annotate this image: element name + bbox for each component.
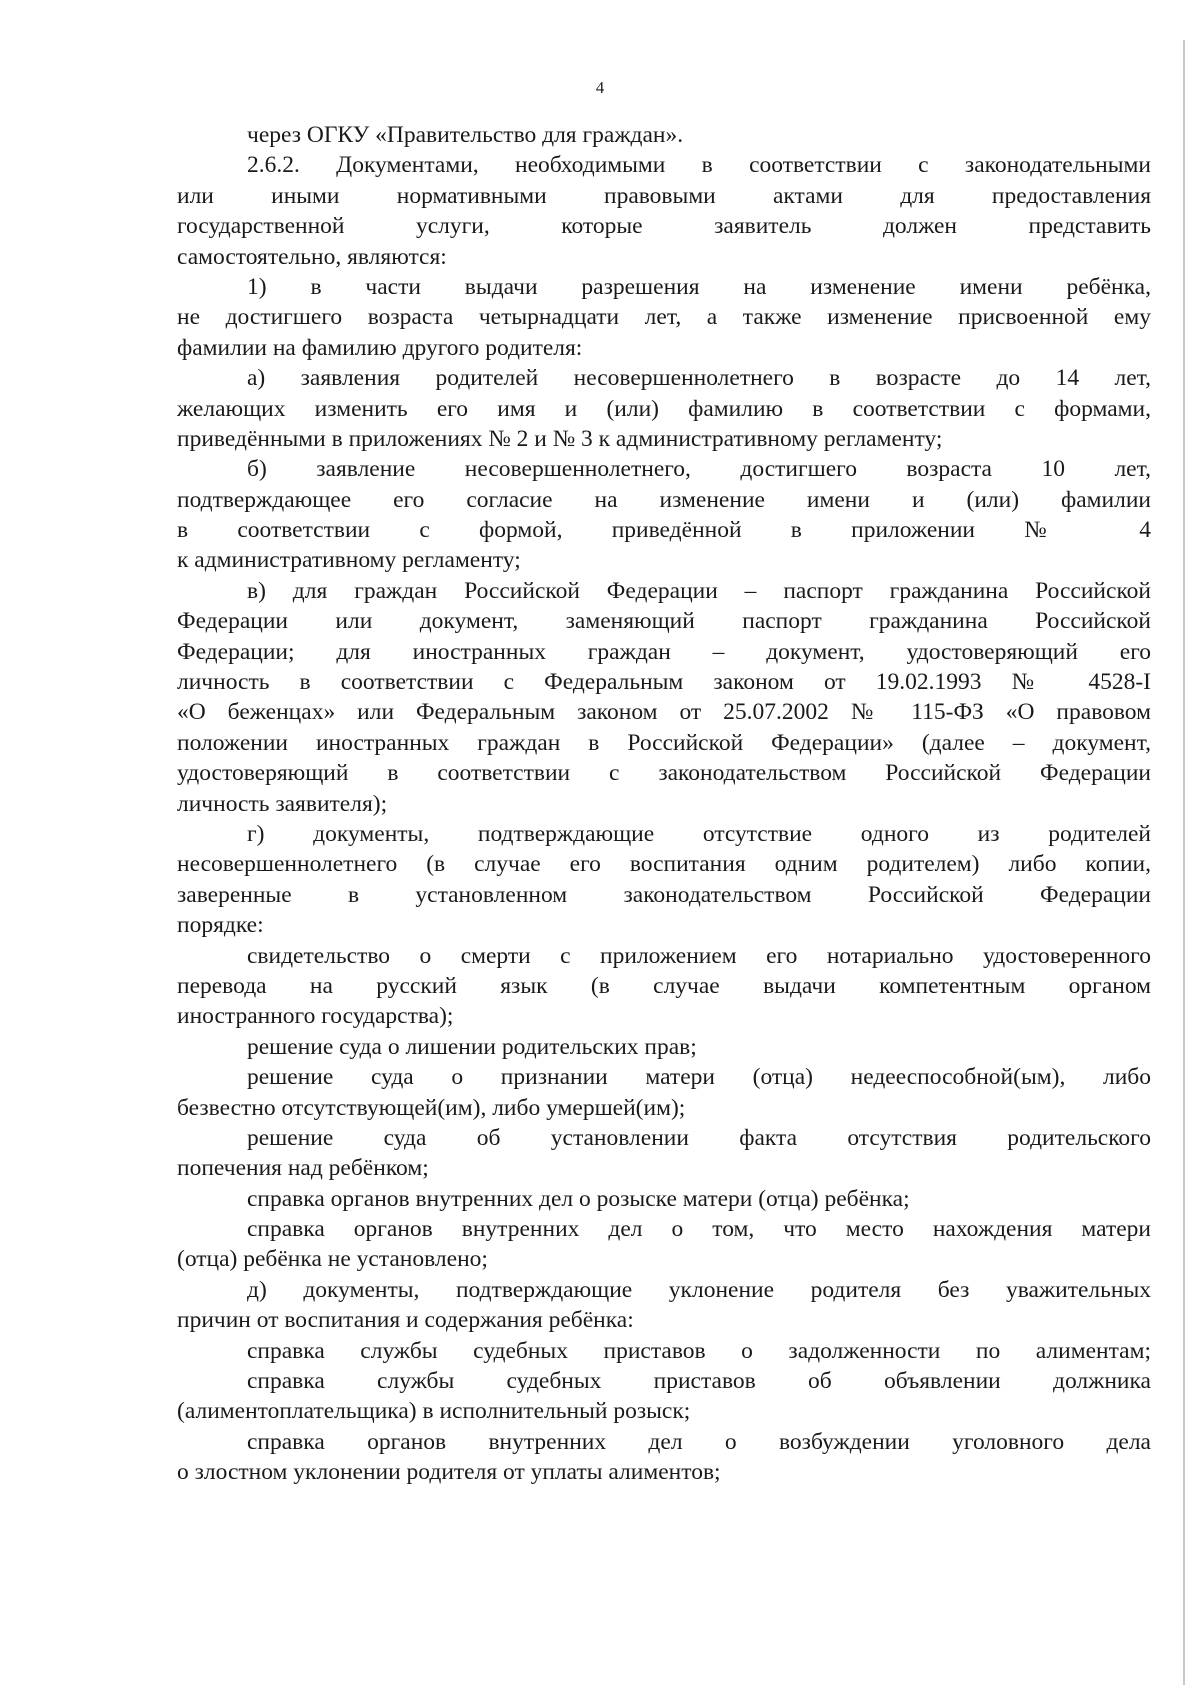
text-line: желающих изменить его имя и (или) фамилию в соответствии с формами, [177, 395, 1151, 422]
text-line: попечения над ребёнком; [177, 1155, 429, 1182]
text-line: б) заявление несовершеннолетнего, достигшего возраста 10 лет, [247, 456, 1151, 483]
text-line: решение суда об установлении факта отсутствия родительского [247, 1124, 1151, 1151]
text-line: Федерации; для иностранных граждан – документ, удостоверяющий его [177, 638, 1151, 665]
text-line: 2.6.2. Документами, необходимыми в соответствии с законодательными [247, 152, 1151, 179]
text-line: г) документы, подтверждающие отсутствие одного из родителей [247, 820, 1151, 847]
text-line: справка органов внутренних дел о том, что место нахождения матери [247, 1216, 1151, 1243]
text-line: причин от воспитания и содержания ребёнка: [177, 1307, 634, 1334]
text-line: справка службы судебных приставов о задолженности по алиментам; [247, 1337, 1151, 1364]
text-line: 1) в части выдачи разрешения на изменение имени ребёнка, [247, 273, 1151, 300]
text-line: справка службы судебных приставов об объявлении должника [247, 1368, 1151, 1395]
text-line: личность заявителя); [177, 790, 388, 817]
text-line: справка органов внутренних дел о розыске матери (отца) ребёнка; [247, 1185, 910, 1212]
text-line: не достигшего возраста четырнадцати лет, а также изменение присвоенной ему [177, 304, 1151, 331]
text-line: перевода на русский язык (в случае выдачи компетентным органом [177, 972, 1151, 999]
text-line: о злостном уклонении родителя от уплаты алиментов; [177, 1459, 721, 1486]
text-line: справка органов внутренних дел о возбуждении уголовного дела [247, 1428, 1151, 1455]
text-line: а) заявления родителей несовершеннолетнего в возрасте до 14 лет, [247, 365, 1151, 392]
text-line: самостоятельно, являются: [177, 243, 447, 270]
text-line: фамилии на фамилию другого родителя: [177, 334, 583, 361]
text-line: приведёнными в приложениях № 2 и № 3 к административному регламенту; [177, 425, 943, 452]
page-number: 4 [595, 78, 605, 97]
text-line: в) для граждан Российской Федерации – паспорт гражданина Российской [247, 577, 1151, 604]
text-line: безвестно отсутствующей(им), либо умершей(им); [177, 1094, 686, 1121]
text-line: подтверждающее его согласие на изменение имени и (или) фамилии [177, 486, 1151, 513]
text-line: (отца) ребёнка не установлено; [177, 1246, 488, 1273]
text-line: или иными нормативными правовыми актами для предоставления [177, 182, 1151, 209]
text-line: Федерации или документ, заменяющий паспорт гражданина Российской [177, 608, 1151, 635]
text-line: (алиментоплательщика) в исполнительный розыск; [177, 1398, 691, 1425]
text-line: порядке: [177, 912, 264, 939]
text-line: личность в соответствии с Федеральным законом от 19.02.1993 № 4528-I [177, 669, 1151, 696]
text-line: решение суда о признании матери (отца) недееспособной(ым), либо [247, 1064, 1151, 1091]
text-line: несовершеннолетнего (в случае его воспитания одним родителем) либо копии, [177, 851, 1151, 878]
document-body [177, 120, 1151, 1488]
text-line: свидетельство о смерти с приложением его нотариально удостоверенного [247, 942, 1151, 969]
text-line: к административному регламенту; [177, 547, 521, 574]
text-line: иностранного государства); [177, 1003, 454, 1030]
text-line: «О беженцах» или Федеральным законом от 25.07.2002 № 115-ФЗ «О правовом [177, 699, 1151, 726]
text-line: в соответствии с формой, приведённой в приложении № 4 [177, 517, 1151, 544]
text-line: государственной услуги, которые заявитель должен представить [177, 213, 1151, 240]
text-line: положении иностранных граждан в Российской Федерации» (далее – документ, [177, 729, 1151, 756]
scan-edge-line [1183, 40, 1185, 1685]
text-line: решение суда о лишении родительских прав; [247, 1033, 697, 1060]
text-line: д) документы, подтверждающие уклонение родителя без уважительных [247, 1276, 1151, 1303]
text-line: заверенные в установленном законодательством Российской Федерации [177, 881, 1151, 908]
text-line: удостоверяющий в соответствии с законодательством Российской Федерации [177, 760, 1151, 787]
text-line: через ОГКУ «Правительство для граждан». [247, 122, 684, 148]
